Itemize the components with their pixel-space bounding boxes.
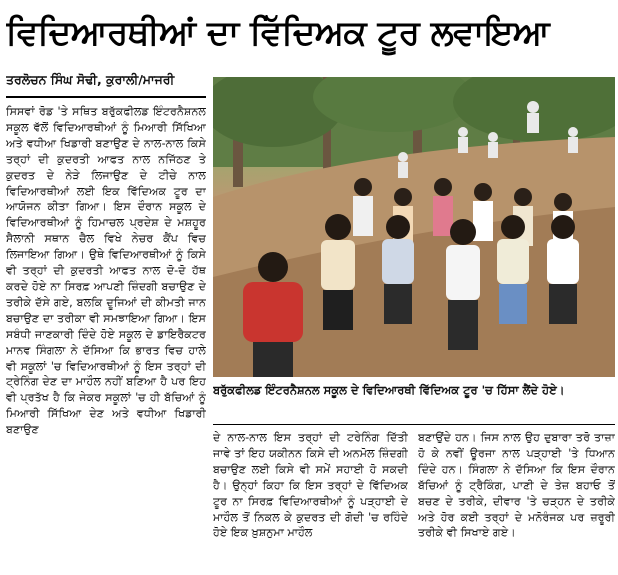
article-column-2: ਦੇ ਨਾਲ-ਨਾਲ ਇਸ ਤਰ੍ਹਾਂ ਦੀ ਟਰੇਨਿੰਗ ਦਿੱਤੀ ਜਾਵੇ ਤਾਂ ਇਹ ਯਕੀਨਨ ਕਿਸੇ ਦੀ ਅਨਮੋਲ ਜ਼ਿੰਦਗੀ ਬਚਾਉਣ ਲਈ ਕਿਸੇ ਵੀ ਸਮੇਂ ਸਹਾਈ ਹੋ ਸਕਦੀ ਹੈ। ਉਨ੍ਹਾਂ ਕਿਹਾ ਕਿ ਇਸ ਤਰ੍ਹਾਂ ਦੇ ਵਿੱਦਿਅਕ ਟੂਰ ਨਾ ਸਿਰਫ਼ ਵਿਦਿਆਰਥੀਆਂ ਨੂੰ ਪੜ੍ਹਾਈ ਦੇ ਮਾਹੌਲ ਤੋਂ ਨਿਕਲ ਕੇ ਕੁਦਰਤ ਦੀ ਗੋਦੀ 'ਚ ਰਹਿੰਦੇ ਹੋਏ ਇਕ ਖ਼ੁਸ਼ਨੁਮਾ ਮਾਹੌਲ [213,431,408,540]
article-column-1: ਸਿਸਵਾਂ ਰੋਡ 'ਤੇ ਸਥਿਤ ਬਰੁੱਕਫੀਲਡ ਇੰਟਰਨੈਸ਼ਨਲ ਸਕੂਲ ਵੱਲੋਂ ਵਿਦਿਆਰਥੀਆਂ ਨੂੰ ਮਿਆਰੀ ਸਿੱਖਿਆ ਅਤੇ ਵਧੀਆ ਖਿਡਾਰੀ ਬਣਾਉਣ ਦੇ ਨਾਲ-ਨਾਲ ਕਿਸੇ ਤਰ੍ਹਾਂ ਦੀ ਕੁਦਰਤੀ ਆਫਤ ਨਾਲ ਨਜਿੱਠਣ ਤੇ ਕੁਦਰਤ ਦੇ ਨੇੜੇ ਲਿਜਾਉਣ ਦੇ ਟੀਚੇ ਨਾਲ ਵਿਦਿਆਰਥੀਆਂ ਲਈ ਇਕ ਵਿੱਦਿਅਕ ਟੂਰ ਦਾ ਆਯੋਜਨ ਕੀਤਾ ਗਿਆ। ਇਸ ਦੌਰਾਨ ਸਕੂਲ ਦੇ ਵਿਦਿਆਰਥੀਆਂ ਨੂੰ ਹਿਮਾਚਲ ਪ੍ਰਦੇਸ਼ ਦੇ ਮਸ਼ਹੂਰ ਸੈਲਾਨੀ ਸਥਾਨ ਚੈਲ ਵਿਖੇ ਨੇਚਰ ਕੈਂਪ ਵਿਚ ਲਿਜਾਇਆ ਗਿਆ। ਉਥੇ ਵਿਦਿਆਰਥੀਆਂ ਨੂੰ ਕਿਸੇ ਵੀ ਤਰ੍ਹਾਂ ਦੀ ਕੁਦਰਤੀ ਆਫਤ ਨਾਲ ਦੋ-ਦੋ ਹੱਥ ਕਰਦੇ ਹੋਏ ਨਾ ਸਿਰਫ਼ ਆਪਣੀ ਜ਼ਿੰਦਗੀ ਬਚਾਉਣ ਦੇ ਤਰੀਕੇ ਦੱਸੇ ਗਏ, ਬਲਕਿ ਦੂਜਿਆਂ ਦੀ ਕੀਮਤੀ ਜਾਨ ਬਚਾਉਣ ਦਾ ਤਰੀਕਾ ਵੀ ਸਮਝਾਇਆ ਗਿਆ। ਇਸ ਸਬੰਧੀ ਜਾਣਕਾਰੀ ਦਿੰਦੇ ਹੋਏ ਸਕੂਲ ਦੇ ਡਾਇਰੈਕਟਰ ਮਾਨਵ ਸਿੰਗਲਾ ਨੇ ਦੱਸਿਆ ਕਿ ਭਾਰਤ ਵਿਚ ਹਾਲੇ ਵੀ ਸਕੂਲਾਂ 'ਚ ਵਿਦਿਆਰਥੀਆਂ ਨੂੰ ਇਸ ਤਰ੍ਹਾਂ ਦੀ ਟ੍ਰੇਨਿੰਗ ਦੇਣ ਦਾ ਮਾਹੌਲ ਨਹੀਂ ਬਣਿਆ ਹੈ ਪਰ ਇਹ ਵੀ ਪ੍ਰਤੱਖ ਹੈ ਕਿ ਜੇਕਰ ਸਕੂਲਾਂ 'ਚ ਹੀ ਬੱਚਿਆਂ ਨੂੰ ਮਿਆਰੀ ਸਿੱਖਿਆ ਦੇਣ ਅਤੇ ਵਧੀਆ ਖਿਡਾਰੀ ਬਣਾਉਣ [6,105,206,437]
article-column-3: ਬਣਾਉਂਦੇ ਹਨ। ਜਿਸ ਨਾਲ ਉਹ ਦੁਬਾਰਾ ਤਰੋ ਤਾਜ਼ਾ ਹੋ ਕੇ ਨਵੀਂ ਊਰਜਾ ਨਾਲ ਪੜ੍ਹਾਈ 'ਤੇ ਧਿਆਨ ਦਿੰਦੇ ਹਨ। ਸਿੰਗਲਾ ਨੇ ਦੱਸਿਆ ਕਿ ਇਸ ਦੌਰਾਨ ਬੱਚਿਆਂ ਨੂੰ ਟ੍ਰੈਕਿੰਗ, ਪਾਣੀ ਦੇ ਤੇਜ਼ ਬਹਾਓ ਤੋਂ ਬਚਣ ਦੇ ਤਰੀਕੇ, ਦੀਵਾਰ 'ਤੇ ਚੜ੍ਹਨ ਦੇ ਤਰੀਕੇ ਅਤੇ ਹੋਰ ਕਈ ਤਰ੍ਹਾਂ ਦੇ ਮਨੋਰੰਜਕ ਪਰ ਜ਼ਰੂਰੀ ਤਰੀਕੇ ਵੀ ਸਿਖਾਏ ਗਏ। [418,431,615,540]
photo-illustration [213,77,615,377]
byline: ਤਰਲੋਚਨ ਸਿੰਘ ਸੋਢੀ, ਕੁਰਾਲੀ/ਮਾਜਰੀ [6,72,175,87]
byline-divider [6,96,206,98]
caption-divider [213,424,615,425]
photo-caption: ਬਰੁੱਕਫੀਲਡ ਇੰਟਰਨੈਸ਼ਨਲ ਸਕੂਲ ਦੇ ਵਿਦਿਆਰਥੀ ਵਿੱਦਿਅਕ ਟੂਰ 'ਚ ਹਿੱਸਾ ਲੈਂਦੇ ਹੋਏ। [213,383,565,397]
students-group-photo [213,77,615,377]
headline: ਵਿਦਿਆਰਥੀਆਂ ਦਾ ਵਿੱਦਿਅਕ ਟੂਰ ਲਵਾਇਆ [6,13,550,53]
